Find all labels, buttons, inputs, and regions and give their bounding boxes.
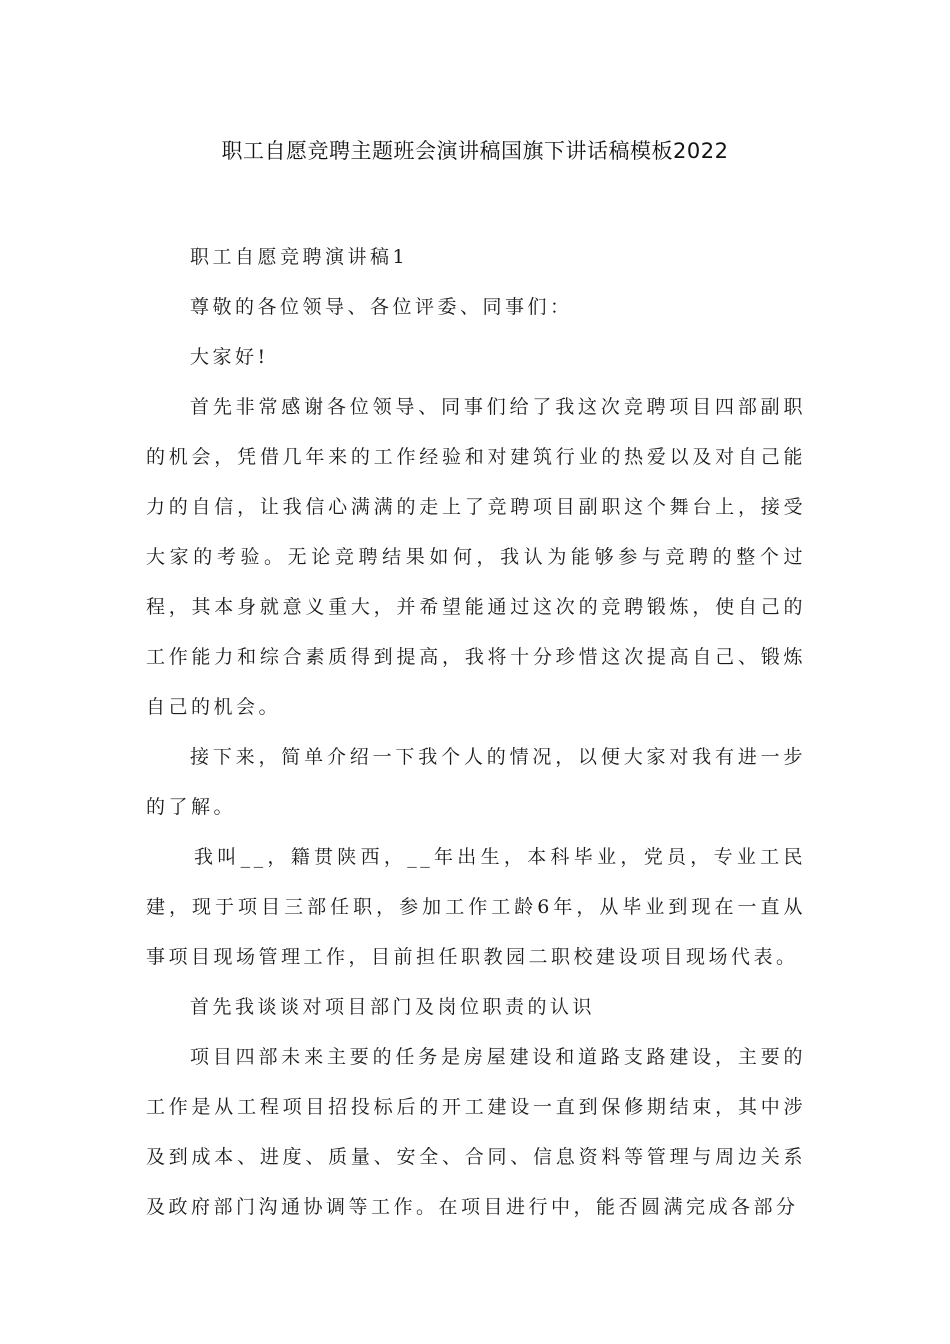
section-heading: 职工自愿竞聘演讲稿1 <box>190 246 409 268</box>
greeting: 大家好! <box>190 346 269 368</box>
body-paragraph: 我叫__，籍贯陕西，__年出生，本科毕业，党员，专业工民建，现于项目三部任职，参加工作工龄6年，从毕业到现在一直从事项目现场管理工作，目前担任职教园二职校建设项目现场代表。 <box>146 846 806 968</box>
body-paragraph: 接下来，简单介绍一下我个人的情况，以便大家对我有进一步的了解。 <box>146 746 806 818</box>
document-title: 职工自愿竞聘主题班会演讲稿国旗下讲话稿模板2022 <box>221 139 729 163</box>
body-paragraph: 项目四部未来主要的任务是房屋建设和道路支路建设，主要的工作是从工程项目招投标后的开工建设一直到保修期结束，其中涉及到成本、进度、质量、安全、合同、信息资料等管理与周边关系及政府部门沟通协调等工作。在项目进行中，能否圆满完成各部分 <box>146 1046 806 1218</box>
body-paragraph: 首先非常感谢各位领导、同事们给了我这次竞聘项目四部副职的机会，凭借几年来的工作经验和对建筑行业的热爱以及对自己能力的自信，让我信心满满的走上了竞聘项目副职这个舞台上，接受大家的考验。无论竞聘结果如何，我认为能够参与竞聘的整个过程，其本身就意义重大，并希望能通过这次的竞聘锻炼，使自己的工作能力和综合素质得到提高，我将十分珍惜这次提高自己、锻炼自己的机会。 <box>146 396 806 718</box>
salutation: 尊敬的各位领导、各位评委、同事们： <box>190 296 573 318</box>
document-body <box>146 232 806 1232</box>
subsection-heading: 首先我谈谈对项目部门及岗位职责的认识 <box>190 996 596 1018</box>
